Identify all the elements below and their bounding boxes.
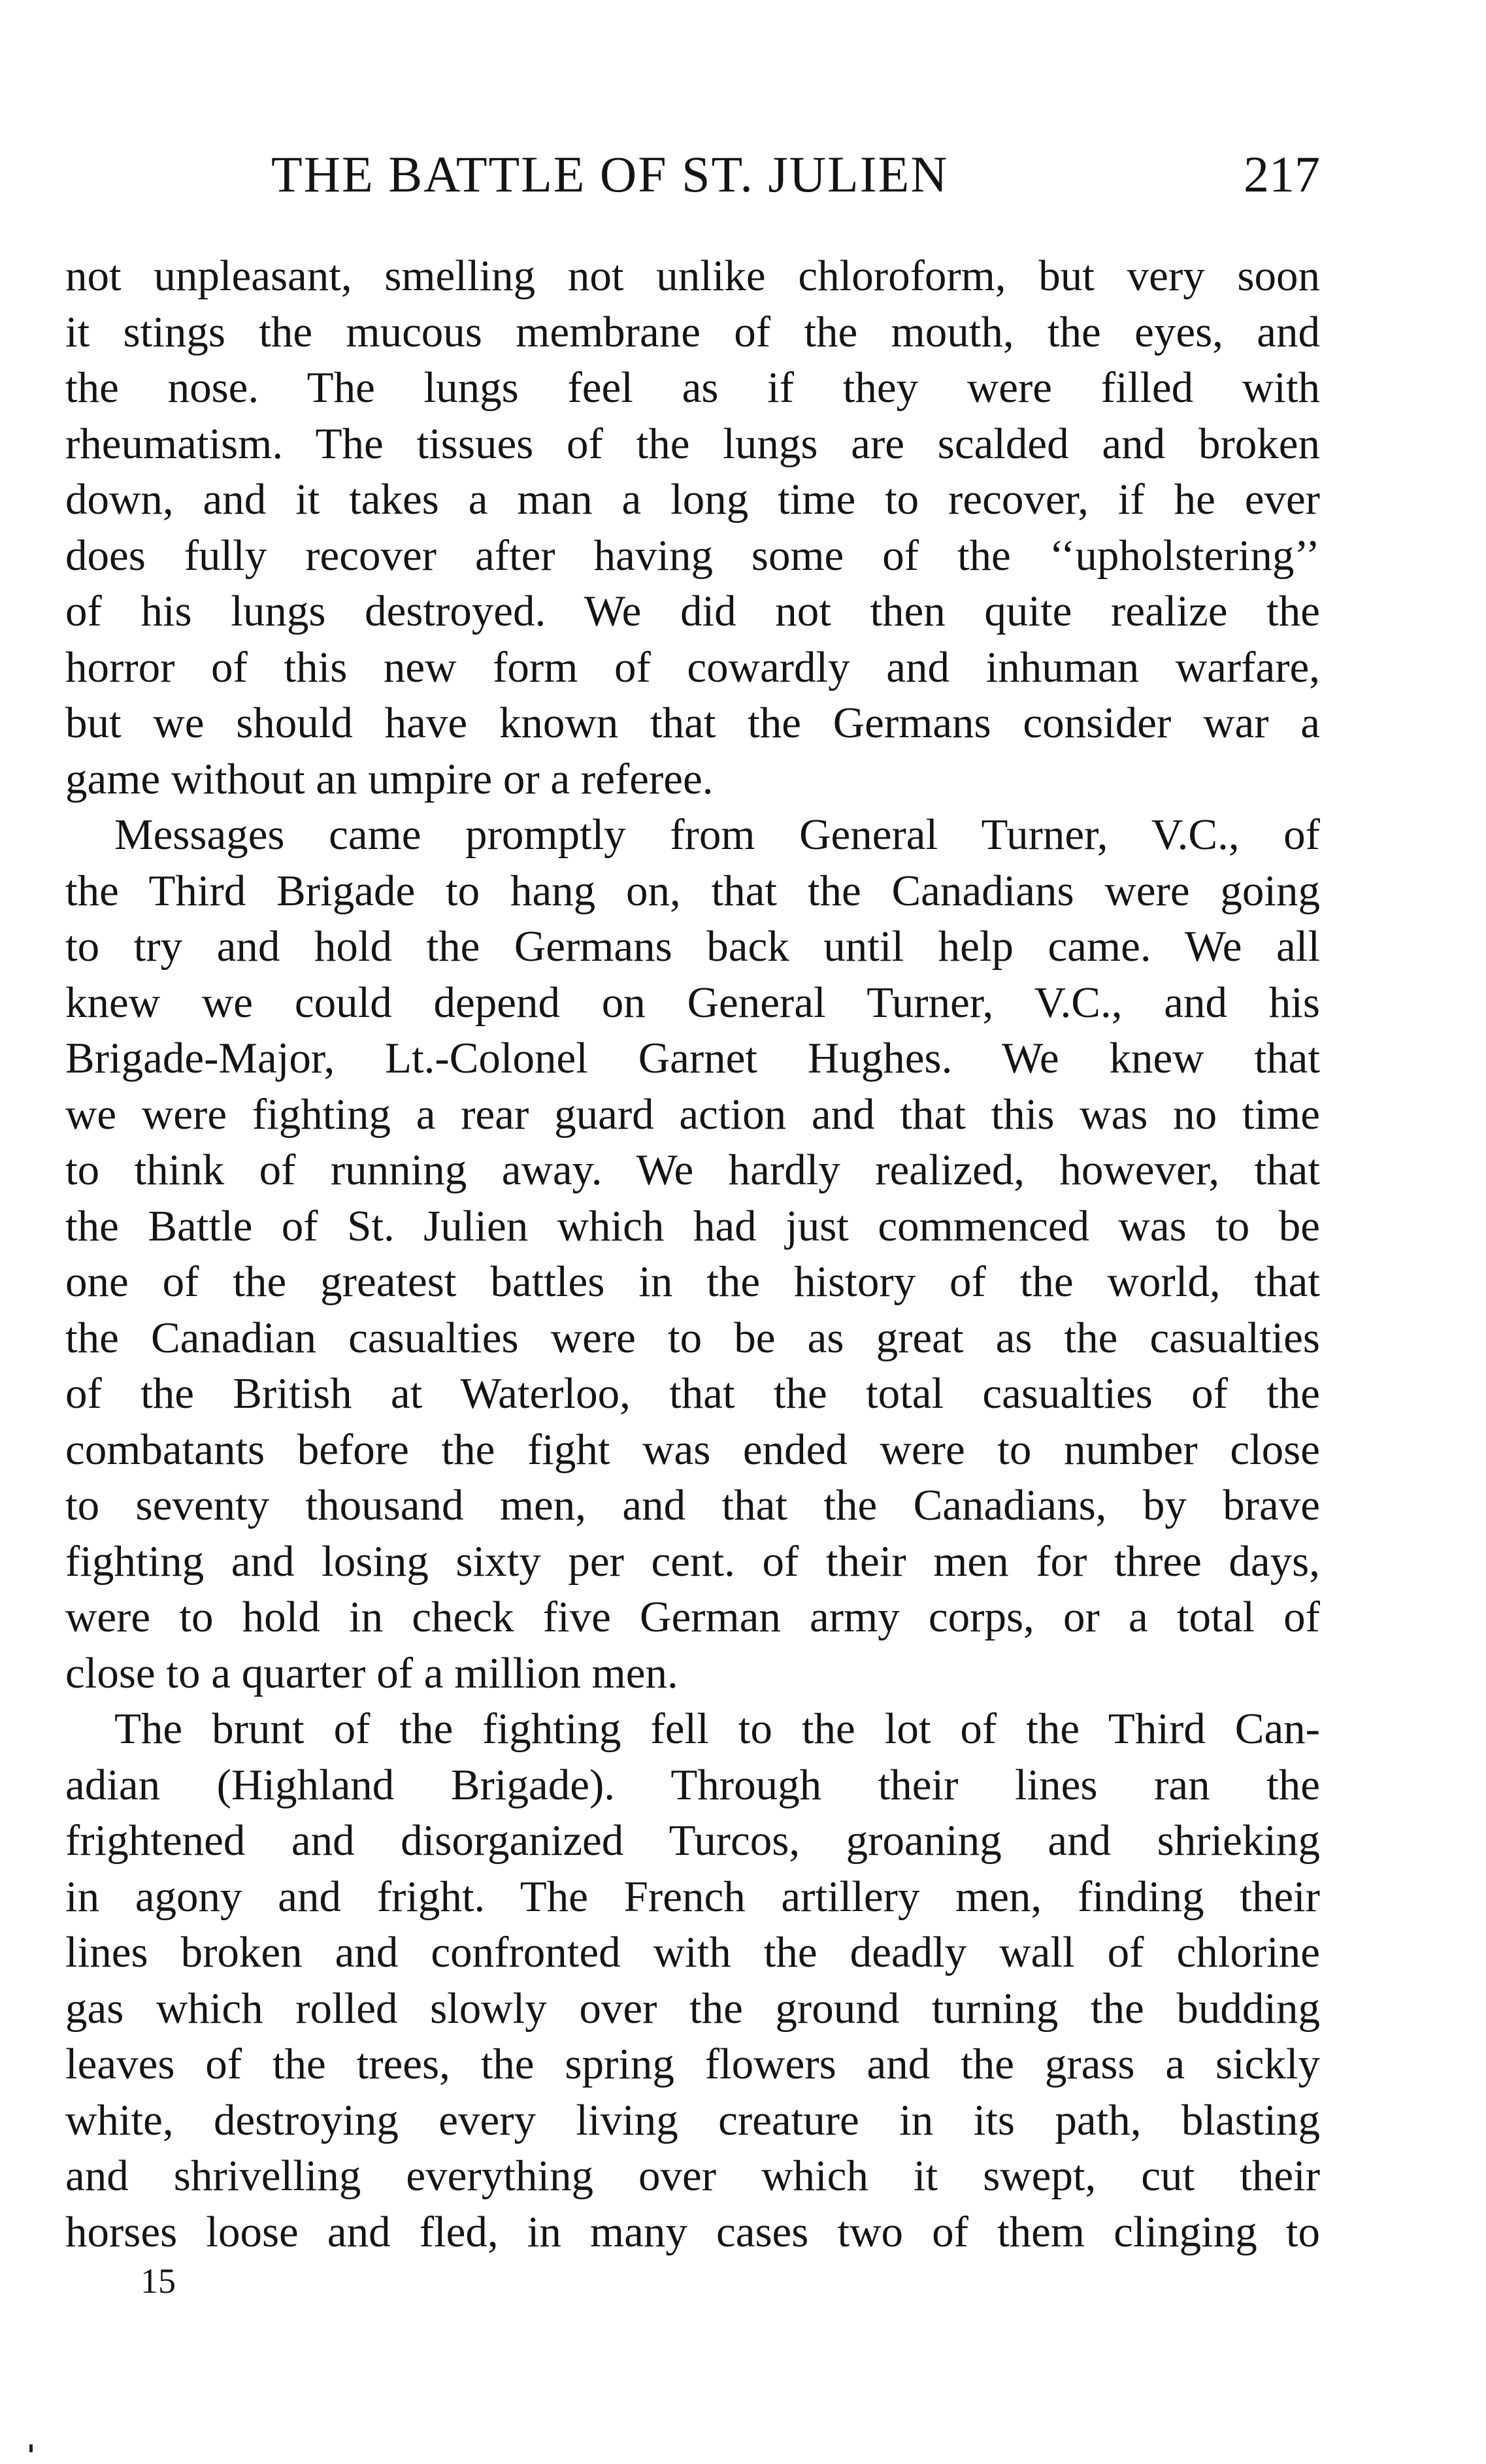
- signature-mark: 15: [140, 2261, 176, 2301]
- text-line: The brunt of the fighting fell to the lot of the Third Can-: [114, 1705, 1320, 1753]
- text-line: gas which rolled slowly over the ground turning the budding: [65, 1984, 1320, 2033]
- text-line: does fully recover after having some of the ‘‘upholstering’’: [65, 531, 1320, 580]
- text-line: fighting and losing sixty per cent. of their men for three days,: [65, 1537, 1320, 1586]
- text-line: knew we could depend on General Turner, V.C., and his: [65, 978, 1320, 1027]
- text-line: to think of running away. We hardly realized, however, that: [65, 1146, 1320, 1194]
- running-title: THE BATTLE OF ST. JULIEN: [271, 146, 949, 203]
- text-line: we were fighting a rear guard action and that this was no time: [65, 1090, 1320, 1139]
- paragraph: [65, 807, 1320, 1701]
- text-line: white, destroying every living creature in its path, blasting: [65, 2095, 1320, 2144]
- text-line: Messages came promptly from General Turner, V.C., of: [114, 810, 1320, 859]
- text-line: to seventy thousand men, and that the Canadians, by brave: [65, 1481, 1320, 1529]
- text-line: but we should have known that the Germans consider war a: [65, 699, 1320, 747]
- text-line: not unpleasant, smelling not unlike chloroform, but very soon: [65, 252, 1320, 300]
- text-line: the nose. The lungs feel as if they were filled with: [65, 363, 1320, 412]
- text-line: of the British at Waterloo, that the total casualties of the: [65, 1369, 1320, 1418]
- text-line: leaves of the trees, the spring flowers and the grass a sickly: [65, 2040, 1320, 2088]
- text-line: down, and it takes a man a long time to recover, if he ever: [65, 475, 1320, 524]
- text-line: horses loose and fled, in many cases two of them clinging to: [65, 2207, 1320, 2256]
- text-line: frightened and disorganized Turcos, groaning and shrieking: [65, 1816, 1320, 1865]
- text-line: rheumatism. The tissues of the lungs are scalded and broken: [65, 419, 1320, 468]
- text-line: Brigade-Major, Lt.-Colonel Garnet Hughes. We knew that: [65, 1034, 1320, 1082]
- text-line: it stings the mucous membrane of the mouth, the eyes, and: [65, 307, 1320, 356]
- text-line: and shrivelling everything over which it swept, cut their: [65, 2152, 1320, 2200]
- text-line: in agony and fright. The French artillery men, finding their: [65, 1872, 1320, 1921]
- page-number: 217: [1244, 146, 1320, 203]
- text-line: adian (Highland Brigade). Through their lines ran the: [65, 1760, 1320, 1809]
- text-line: the Canadian casualties were to be as great as the casualties: [65, 1313, 1320, 1362]
- body-text: [65, 248, 1320, 2260]
- text-line: game without an umpire or a referee.: [65, 754, 714, 803]
- running-head: [65, 145, 1320, 204]
- text-line: the Third Brigade to hang on, that the Canadians were going: [65, 866, 1320, 915]
- text-line: were to hold in check five German army corps, or a total of: [65, 1593, 1320, 1641]
- text-line: combatants before the fight was ended were to number close: [65, 1425, 1320, 1474]
- text-line: to try and hold the Germans back until help came. We all: [65, 922, 1320, 971]
- text-line: lines broken and confronted with the deadly wall of chlorine: [65, 1928, 1320, 1976]
- print-speck: [29, 2444, 33, 2452]
- paragraph: [65, 248, 1320, 807]
- text-line: the Battle of St. Julien which had just commenced was to be: [65, 1201, 1320, 1250]
- paragraph: [65, 1701, 1320, 2260]
- text-line: one of the greatest battles in the history of the world, that: [65, 1257, 1320, 1306]
- text-line: close to a quarter of a million men.: [65, 1648, 678, 1697]
- text-line: horror of this new form of cowardly and inhuman warfare,: [65, 642, 1320, 691]
- text-line: of his lungs destroyed. We did not then quite realize the: [65, 587, 1320, 635]
